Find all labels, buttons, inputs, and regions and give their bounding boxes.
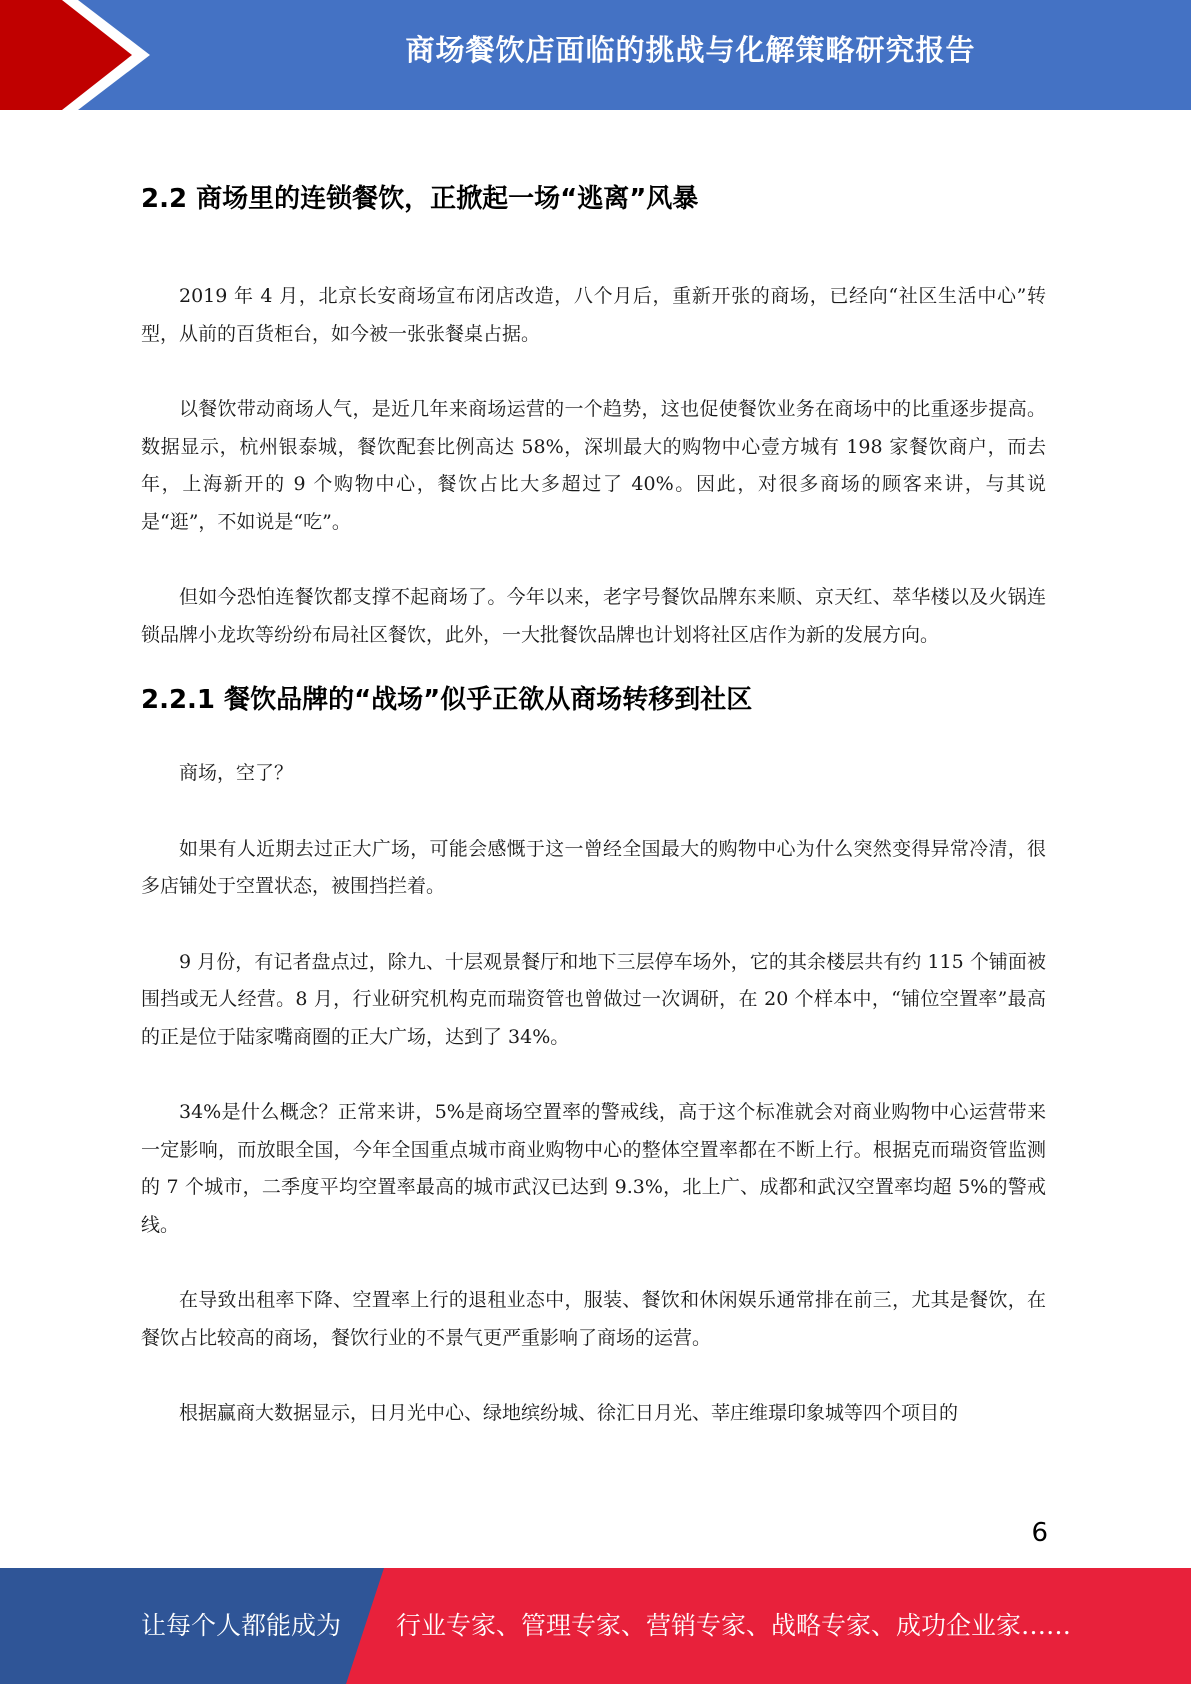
paragraph: 34%是什么概念？正常来讲，5%是商场空置率的警戒线，高于这个标准就会对商业购物中心运营带来一定影响，而放眼全国，今年全国重点城市商业购物中心的整体空置率都在不断上行。根据克而瑞资管监测的 7 个城市，二季度平均空置率最高的城市武汉已达到 9.3%，北上广、成都和武汉空置率均超 5%的警戒线。 <box>141 1101 1046 1236</box>
paragraph: 9 月份，有记者盘点过，除九、十层观景餐厅和地下三层停车场外，它的其余楼层共有约 115 个铺面被围挡或无人经营。8 月，行业研究机构克而瑞资管也曾做过一次调研，在 20 个样本中，“铺位空置率”最高的正是位于陆家嘴商圈的正大广场，达到了 34%。 <box>141 950 1046 1048</box>
section-heading-2-2-1: 2.2.1 餐饮品牌的“战场”似乎正欲从商场转移到社区 <box>141 685 753 715</box>
paragraph: 在导致出租率下降、空置率上行的退租业态中，服装、餐饮和休闲娱乐通常排在前三，尤其是餐饮，在餐饮占比较高的商场，餐饮行业的不景气更严重影响了商场的运营。 <box>141 1289 1046 1349</box>
footer-slogan-right: 行业专家、管理专家、营销专家、战略专家、成功企业家…… <box>396 1611 1072 1640</box>
paragraph: 根据赢商大数据显示，日月光中心、绿地缤纷城、徐汇日月光、莘庄维璟印象城等四个项目的 <box>179 1402 959 1424</box>
document-title: 商场餐饮店面临的挑战与化解策略研究报告 <box>405 33 976 67</box>
paragraph: 以餐饮带动商场人气，是近几年来商场运营的一个趋势，这也促使餐饮业务在商场中的比重逐步提高。数据显示，杭州银泰城，餐饮配套比例高达 58%，深圳最大的购物中心壹方城有 198 家餐饮商户，而去年，上海新开的 9 个购物中心，餐饮占比大多超过了 40%。因此，对很多商场的顾客来讲，与其说是“逛”，不如说是“吃”。 <box>141 398 1046 533</box>
page-header <box>0 0 1191 110</box>
paragraph: 但如今恐怕连餐饮都支撑不起商场了。今年以来，老字号餐饮品牌东来顺、京天红、萃华楼以及火锅连锁品牌小龙坎等纷纷布局社区餐饮，此外，一大批餐饮品牌也计划将社区店作为新的发展方向。 <box>141 586 1046 646</box>
footer-slogan-left: 让每个人都能成为 <box>141 1611 342 1640</box>
paragraph: 如果有人近期去过正大广场，可能会感慨于这一曾经全国最大的购物中心为什么突然变得异常冷清，很多店铺处于空置状态，被围挡拦着。 <box>141 837 1046 897</box>
paragraph: 2019 年 4 月，北京长安商场宣布闭店改造，八个月后，重新开张的商场，已经向“社区生活中心”转型，从前的百货柜台，如今被一张张餐桌占据。 <box>141 285 1046 345</box>
section-heading-2-2: 2.2 商场里的连锁餐饮，正掀起一场“逃离”风暴 <box>141 184 699 214</box>
page-footer <box>0 1568 1191 1684</box>
header-arrow-decoration <box>0 0 150 110</box>
page-number: 6 <box>1031 1518 1048 1548</box>
paragraph: 商场，空了？ <box>179 762 294 784</box>
page-content <box>141 178 1046 1433</box>
